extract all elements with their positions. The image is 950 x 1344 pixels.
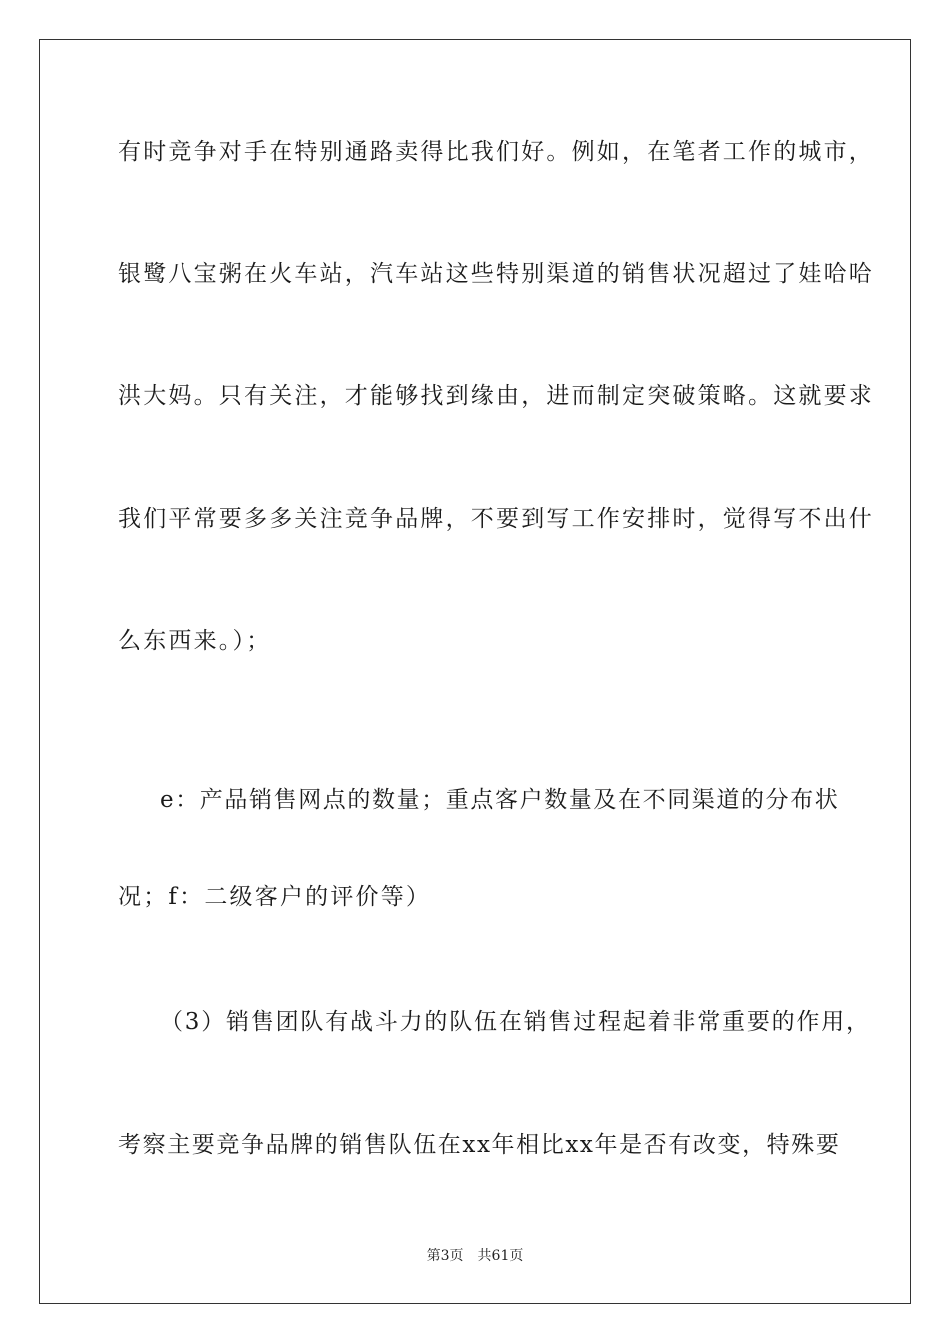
body-text-line: e：产品销售网点的数量；重点客户数量及在不同渠道的分布状 — [160, 787, 840, 813]
body-text-line: 我们平常要多多关注竞争品牌，不要到写工作安排时，觉得写不出什 — [118, 506, 874, 532]
body-text-line: （3）销售团队有战斗力的队伍在销售过程起着非常重要的作用， — [160, 1009, 871, 1035]
body-text-line: 况；f：二级客户的评价等） — [118, 884, 432, 910]
page-number-footer: 第3页 共61页 — [426, 1248, 524, 1264]
body-text-line: 有时竞争对手在特别通路卖得比我们好。例如，在笔者工作的城市， — [118, 139, 874, 165]
body-text-line: 洪大妈。只有关注，才能够找到缘由，进而制定突破策略。这就要求 — [118, 383, 874, 409]
body-text-line: 考察主要竞争品牌的销售队伍在xx年相比xx年是否有改变，特殊要 — [118, 1132, 841, 1158]
page-border — [39, 39, 911, 1304]
body-text-line: 么东西来。）； — [118, 628, 272, 654]
body-text-line: 银鹭八宝粥在火车站，汽车站这些特别渠道的销售状况超过了娃哈哈 — [118, 261, 874, 287]
